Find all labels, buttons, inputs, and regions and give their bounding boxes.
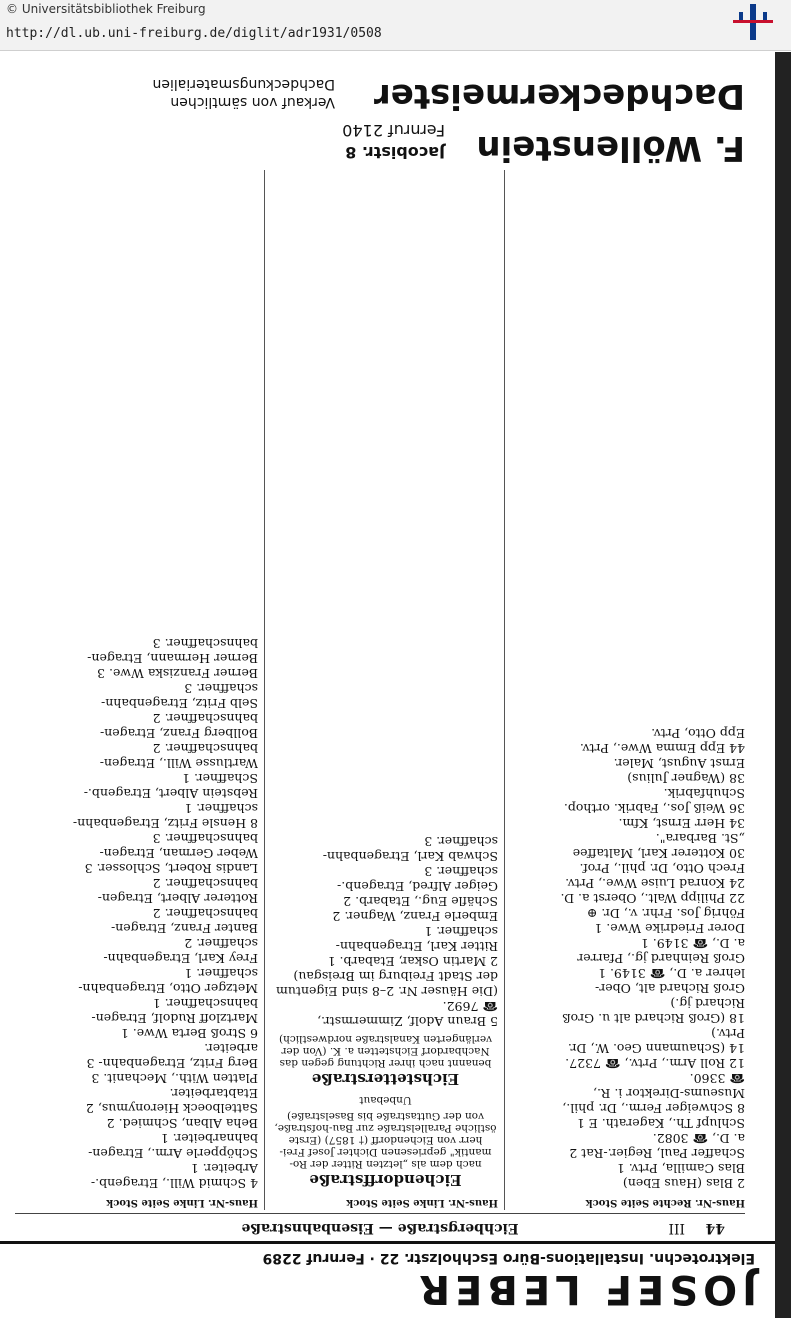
- top-advertisement: [0, 1241, 775, 1318]
- street-note: benannt nach ihrer Richtung gegen das Nachbardorf Eichstetten a. K. (Von der verlängerten Kanalstraße nordwestlich): [278, 1033, 493, 1069]
- list-item: Groß Richard alt, Ober-: [595, 981, 745, 996]
- list-item: Groß Reinhard jg., Pfarrer: [577, 951, 745, 966]
- list-item: Frech Otto, Dr. phil., Prof.: [579, 861, 745, 876]
- list-item: Geiger Alfred, Etragenb.-: [337, 879, 498, 894]
- scan-edge: [775, 52, 791, 1318]
- entry-list: [520, 726, 745, 1191]
- list-item: a. D., ☎ 3082.: [652, 1131, 745, 1146]
- list-item: Richard jg.): [670, 996, 745, 1011]
- list-item: Schlupf Th., Kagerath. E 1: [576, 1116, 745, 1131]
- ub-logo-icon: [731, 2, 775, 42]
- list-item: Ritter Karl, Etragenbahn-: [335, 939, 498, 954]
- ad-side-sale-2: Dachdeckungsmaterialien: [152, 76, 335, 92]
- list-item: bahnschaffner. 2: [152, 876, 258, 891]
- list-item: 22 Philipp Walt., Oberst a. D.: [560, 891, 745, 906]
- column-header: Haus-Nr. Linke Seite Stock: [106, 1197, 258, 1208]
- list-item: Museums-Direktor i. R.,: [593, 1086, 745, 1101]
- copyright-text: © Universitätsbibliothek Freiburg: [6, 2, 206, 16]
- list-item: 36 Weiß Jos., Fabrik. orthop.: [563, 801, 745, 816]
- list-item: Bollberg Franz, Etragen-: [100, 726, 258, 741]
- list-item: 4 Schmid Will., Etragenb.-: [90, 1176, 258, 1191]
- list-item: 38 (Wagner Julius): [627, 771, 745, 786]
- list-item: schaffner. 3: [184, 681, 258, 696]
- list-item: Etabtarbeiter.: [169, 1086, 258, 1101]
- column-header: Haus-Nr. Linke Seite Stock: [346, 1197, 498, 1208]
- list-item: Beha Alban, Schmied. 2: [106, 1116, 258, 1131]
- running-header: [15, 1213, 745, 1238]
- list-item: Dorer Friedrike Wwe. 1: [594, 921, 745, 936]
- list-item: 14 (Schaumann Geo. W., Dr.: [567, 1041, 745, 1056]
- list-item: bahnschaffner. 3: [152, 831, 258, 846]
- list-item: bahnschaffner. 3: [152, 636, 258, 651]
- list-item: bahnschaffner. 2: [152, 906, 258, 921]
- ad-side-phone: Fernruf 2140: [342, 121, 445, 140]
- list-item: Berner Franziska Wwe. 3: [97, 666, 258, 681]
- list-item: arbeiter.: [204, 1041, 258, 1056]
- list-item: Schäfle Eug., Etabarb. 2: [343, 894, 498, 909]
- list-item: Weber German, Etragen-: [99, 846, 258, 861]
- ad-side-firm: F. Wöllenstein: [476, 128, 745, 168]
- street-extra: Unbebaut: [359, 1094, 412, 1106]
- list-item: 8 Hensle Fritz, Etragenbahn-: [72, 816, 258, 831]
- list-item: Schwab Karl, Etragenbahn-: [322, 849, 498, 864]
- list-item: der Stadt Freiburg im Breisgau): [293, 969, 498, 984]
- list-item: a. D., ☎ 3149. 1: [640, 936, 745, 951]
- list-item: 2 Blas (Haus Eben): [622, 1176, 745, 1191]
- list-item: ☎ 7692.: [442, 999, 498, 1014]
- list-item: „St. Barbara".: [655, 831, 745, 846]
- ad-firm-address: Elektrotechn. Installations-Büro Eschholzstr. 22 · Fernruf 2289: [262, 1250, 755, 1266]
- list-item: Rebstein Albert, Etragenb.-: [83, 786, 258, 801]
- list-item: Metzger Otto, Etragenbahn-: [78, 981, 258, 996]
- list-item: Sattelboeck Hieronymus, 2: [85, 1101, 258, 1116]
- list-item: schaffner. 3: [424, 834, 498, 849]
- entry-list: [273, 834, 498, 1029]
- street-heading: Eichstetterstraße: [311, 1070, 460, 1088]
- list-item: Wartlusse Will., Etragen-: [99, 756, 258, 771]
- list-item: Martzloff Rudolf, Etragen-: [91, 1011, 258, 1026]
- list-item: 12 Roll Arm., Prtv., ☎ 7327.: [565, 1056, 745, 1071]
- scanned-page: [0, 52, 791, 1318]
- list-item: 5 Braun Adolf, Zimmermstr.,: [317, 1014, 498, 1029]
- street-heading: Eichendorffstraße: [309, 1171, 462, 1189]
- list-item: Schuhfabrik.: [663, 786, 745, 801]
- list-item: 30 Kotterer Karl, Maltaffee: [572, 846, 745, 861]
- list-item: (Die Häuser Nr. 2–8 sind Eigentum: [276, 984, 498, 999]
- side-advertisement: [15, 58, 745, 168]
- column-2: [273, 170, 505, 1210]
- entry-list: [28, 636, 258, 1191]
- street-note: nach dem als „letzten Ritter der Ro-mantik" gepriesenen Dichter Josef Frei-herr von Eichendorff († 1857) (Erste östliche Parallelstraße zur Bau-hofstraße, von der Guttastraße bis Baselstraße): [274, 1110, 497, 1170]
- list-item: Platten With., Mechanit. 3: [91, 1071, 258, 1086]
- list-item: Berner Hermann, Etragen-: [87, 651, 258, 666]
- list-item: schaffner. 2: [184, 936, 258, 951]
- ad-side-sale-1: Verkauf von sämtlichen: [170, 94, 335, 110]
- list-item: Schaffner. 1: [182, 771, 258, 786]
- list-item: 24 Konrad Luise Wwe., Prtv.: [565, 876, 745, 891]
- list-item: bahnschaffner. 2: [152, 711, 258, 726]
- list-item: Prtv.): [711, 1026, 745, 1041]
- list-item: Ernst August, Maler.: [613, 756, 745, 771]
- list-item: schaffner. 1: [184, 966, 258, 981]
- list-item: Arbeiter. 1: [190, 1161, 258, 1176]
- list-item: 44 Epp Emma Wwe., Prtv.: [579, 741, 745, 756]
- list-item: schaffner. 3: [424, 864, 498, 879]
- list-item: bahnarbeiter. 1: [160, 1131, 258, 1146]
- page-roman: III: [668, 1220, 685, 1236]
- list-item: Berg Fritz, Etragenbahn- 3: [86, 1056, 258, 1071]
- list-item: bahnschaffner. 1: [152, 996, 258, 1011]
- list-item: Schöpperle Arm., Etragen-: [88, 1146, 258, 1161]
- list-item: Frey Karl, Etragenbahn-: [103, 951, 258, 966]
- list-item: 18 (Groß Richard alt u. Groß: [562, 1011, 745, 1026]
- column-header: Haus-Nr. Rechte Seite Stock: [585, 1197, 745, 1208]
- list-item: 2 Martin Oskar, Etabarb. 1: [327, 954, 498, 969]
- column-1: [520, 170, 745, 1210]
- rotated-page: [0, 52, 775, 1318]
- page-number: 44: [705, 1220, 725, 1236]
- ad-side-trade: Dachdeckermeister: [373, 76, 745, 116]
- running-title: Eichbergstraße — Eisenbahnstraße: [241, 1220, 519, 1236]
- list-item: Schaffer Paul, Regier.-Rat 2: [569, 1146, 745, 1161]
- list-item: Emberle Franz, Wagner. 2: [332, 909, 498, 924]
- list-item: Rotterer Albert, Etragen-: [97, 891, 258, 906]
- list-item: 34 Herr Ernst, Kfm.: [618, 816, 745, 831]
- list-item: Selb Fritz, Etragenbahn-: [101, 696, 258, 711]
- url-text[interactable]: http://dl.ub.uni-freiburg.de/diglit/adr1931/0508: [6, 26, 382, 41]
- browser-bar: [0, 0, 791, 51]
- list-item: schaffner. 1: [424, 924, 498, 939]
- ad-firm-name: JOSEF LEBER: [414, 1266, 757, 1312]
- column-3: [28, 170, 265, 1210]
- list-item: 6 Stroß Berta Wwe. 1: [120, 1026, 258, 1041]
- list-item: ☎ 3360.: [689, 1071, 745, 1086]
- list-item: bahnschaffner. 2: [152, 741, 258, 756]
- list-item: Epp Otto, Prtv.: [651, 726, 745, 741]
- list-item: Banter Franz, Etragen-: [111, 921, 258, 936]
- list-item: Föhrig Jos. Frhr. v., Dr. ⊕: [586, 906, 745, 921]
- list-item: schaffner. 1: [184, 801, 258, 816]
- list-item: lehrer a. D., ☎ 3149. 1: [598, 966, 745, 981]
- list-item: 8 Schweiger Ferm., Dr. phil.,: [562, 1101, 745, 1116]
- list-item: Blas Camilla, Prtv. 1: [616, 1161, 745, 1176]
- ad-side-address: Jacobistr. 8: [345, 143, 445, 162]
- list-item: Landis Robert, Schlosser. 3: [84, 861, 258, 876]
